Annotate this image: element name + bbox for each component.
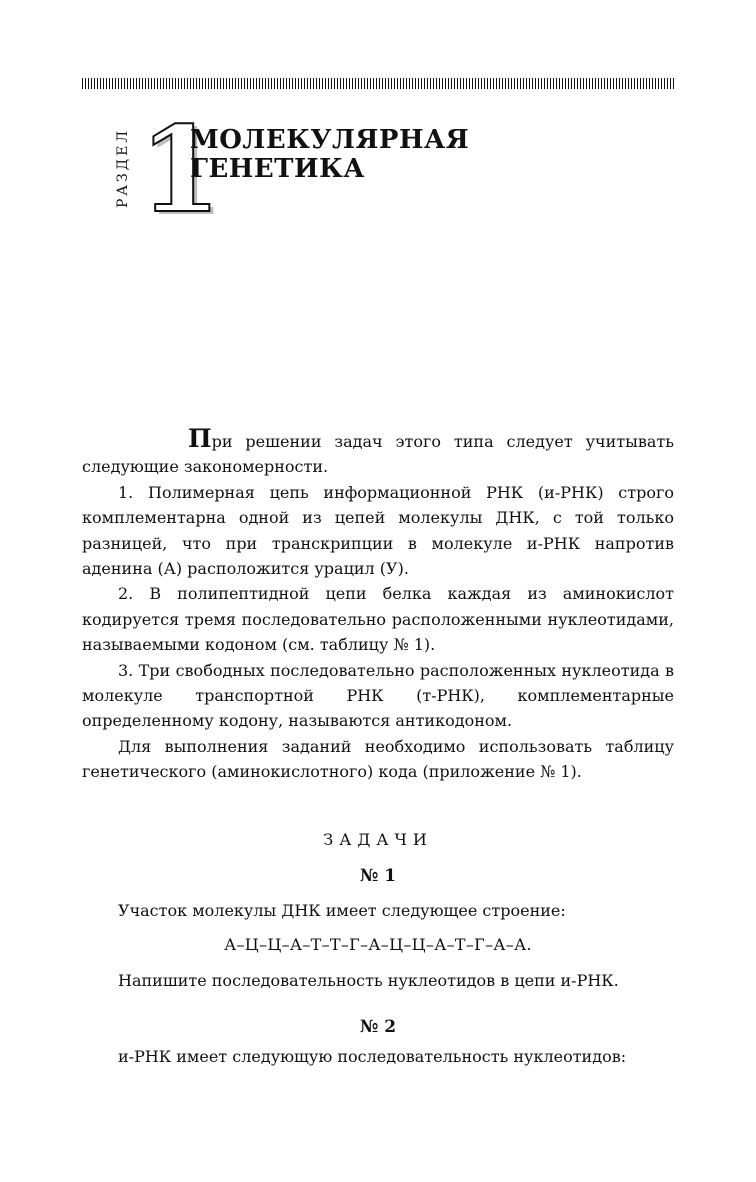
task-1-sequence: А–Ц–Ц–А–Т–Т–Г–А–Ц–Ц–А–Т–Г–А–А.	[224, 935, 532, 954]
section-label: РАЗДЕЛ	[115, 127, 131, 209]
task-1-number: № 1	[359, 866, 397, 886]
section-number: 1	[139, 100, 222, 239]
rule-3: 3. Три свободных последовательно расположенных нуклеотида в молекуле транспортной РНК (т-РНК), комплементарные определенному кодону, называются антикодоном.	[82, 660, 674, 731]
dropcap-letter: П	[188, 424, 212, 453]
chapter-title-line-2: ГЕНЕТИКА	[190, 154, 365, 184]
rule-2: 2. В полипептидной цепи белка каждая из аминокислот кодируется тремя последовательно расположенными нуклеотидами, называемыми кодоном (см. таблицу № 1).	[82, 584, 674, 655]
task-2-number: № 2	[359, 1017, 397, 1037]
intro-paragraph-text: ри решении задач этого типа следует учитывать следующие закономерности.	[82, 432, 674, 477]
tasks-heading: ЗАДАЧИ	[323, 830, 433, 849]
rule-1: 1. Полимерная цепь информационной РНК (и-РНК) строго комплементарна одной из цепей молекулы ДНК, с той только разницей, что при транскрипции в молекуле и-РНК напротив аденина (А) расположится урацил (У).	[82, 482, 674, 579]
task-1-question: Напишите последовательность нуклеотидов в цепи и-РНК.	[118, 971, 619, 990]
task-1-statement: Участок молекулы ДНК имеет следующее строение:	[118, 901, 566, 920]
chapter-title	[190, 126, 490, 184]
top-decorative-rule	[82, 78, 674, 89]
task-2-statement: и-РНК имеет следующую последовательность нуклеотидов:	[118, 1047, 627, 1066]
chapter-title-line-1: МОЛЕКУЛЯРНАЯ	[190, 125, 470, 155]
intro-paragraph	[82, 426, 674, 480]
instructions-note: Для выполнения заданий необходимо использовать таблицу генетического (аминокислотного) кода (приложение № 1).	[82, 736, 674, 782]
intro-text	[82, 426, 674, 785]
